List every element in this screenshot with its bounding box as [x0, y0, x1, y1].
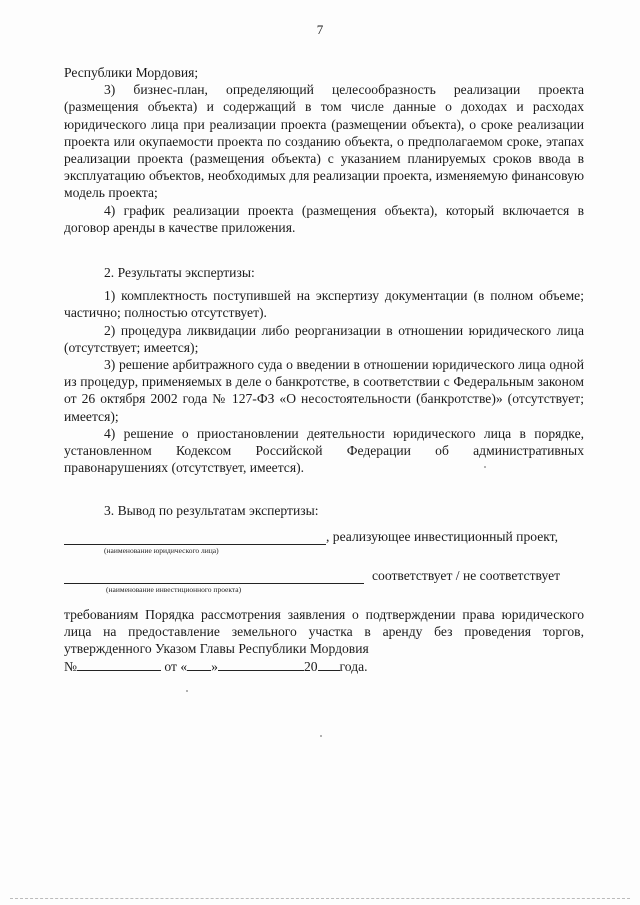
document-body [64, 64, 584, 675]
date-from-label: от « [164, 658, 188, 674]
paragraph-republic: Республики Мордовия; [64, 65, 199, 80]
result-item-2: 2) процедура ликвидации либо реорганизации в отношении юридического лица (отсутствует; имеется); [64, 322, 584, 355]
result-item-4: 4) решение о приостановлении деятельности юридического лица в порядке, установленном Кодексом Российской Федерации об административных правонарушениях (отсутствует, имеется). [64, 425, 584, 476]
project-field-row [64, 567, 584, 584]
result-item-1: 1) комплектность поступившей на экспертизу документации (в полном объеме; частично; полностью отсутствует). [64, 288, 584, 321]
page-number: 7 [316, 22, 324, 37]
legal-entity-blank[interactable] [64, 530, 326, 545]
legal-entity-tail: , реализующее инвестиционный проект, [326, 528, 558, 544]
date-quote-close: » [211, 658, 218, 674]
result-item-3: 3) решение арбитражного суда о введении в отношении юридического лица одной из процедур, применяемых в деле о банкротстве, в соответствии с Федеральным законом от 26 октября 2002 года № 127-ФЗ «О несостоятельности (банкротстве)» (отсутствует; имеется); [64, 357, 584, 424]
scan-edge-line [10, 898, 630, 899]
legal-entity-caption: (наименование юридического лица) [104, 545, 219, 555]
section-3-title: 3. Вывод по результатам экспертизы: [104, 503, 319, 519]
project-blank[interactable] [64, 569, 364, 584]
year-suffix: года. [339, 658, 368, 674]
doc-number-blank[interactable] [77, 658, 161, 671]
paragraph-schedule: 4) график реализации проекта (размещения объекта), который включается в договор аренды в качестве приложения. [64, 202, 584, 235]
legal-entity-field-row [64, 528, 584, 545]
scan-speck [186, 690, 188, 692]
year-prefix: 20 [303, 658, 318, 674]
project-tail: соответствует / не соответствует [372, 567, 561, 583]
conclusion-text: требованиям Порядка рассмотрения заявления о подтверждении права юридического лица на предоставление земельного участка в аренду без проведения торгов, утвержденного Указом Главы Республики Мордовия [64, 607, 584, 657]
project-caption: (наименование инвестиционного проекта) [106, 585, 242, 595]
paragraph-business-plan: 3) бизнес-план, определяющий целесообразность реализации проекта (размещения объекта) и содержащий в том числе данные о доходах и расходах юридического лица при реализации проекта (размещении объекта), о сроке реализации проекта или окупаемости проекта по созданию объекта, о предполагаемом сроке, этапах реализации проекта (размещения объекта) с указанием планируемых сроков ввода в эксплуатацию объектов, необходимых для реализации проекта, изменяемую финансовую модель проекта; [64, 82, 584, 201]
scan-speck [484, 466, 486, 468]
date-no-label: № [64, 658, 77, 674]
section-2-title: 2. Результаты экспертизы: [104, 265, 255, 281]
month-blank[interactable] [218, 658, 304, 671]
day-blank[interactable] [187, 658, 211, 671]
year-blank[interactable] [318, 658, 340, 671]
date-line [64, 658, 584, 675]
scan-speck [320, 735, 322, 737]
